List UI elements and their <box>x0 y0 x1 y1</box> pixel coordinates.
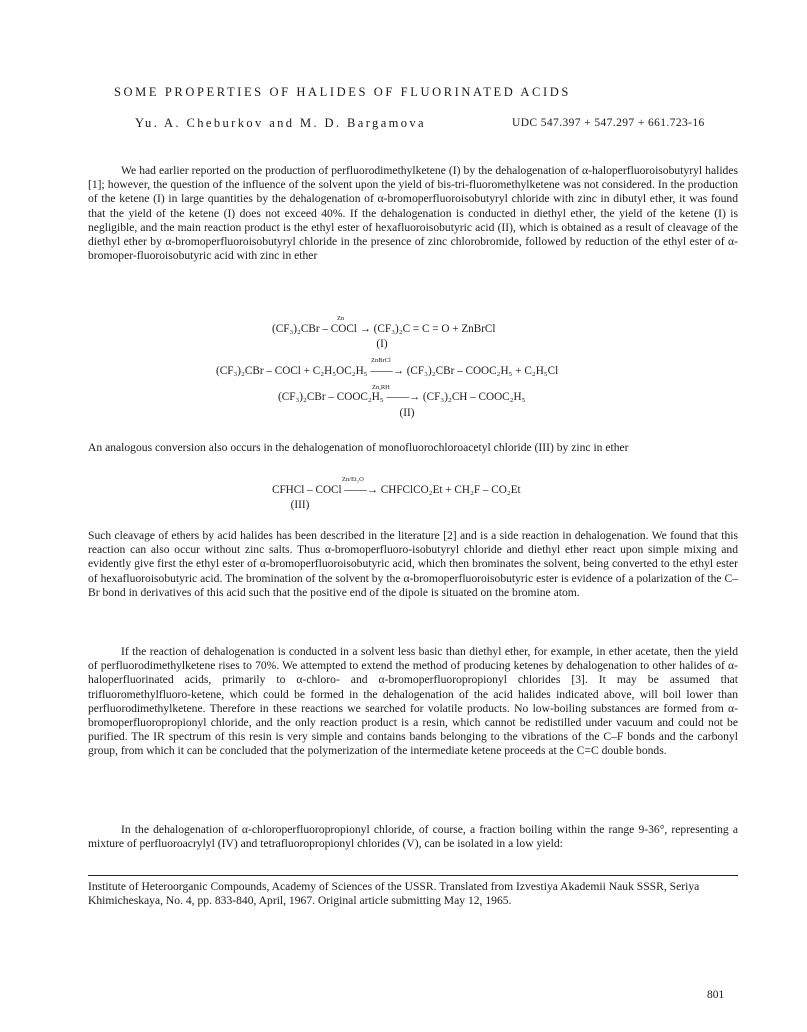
article-title: SOME PROPERTIES OF HALIDES OF FLUORINATED ACIDS <box>114 85 571 99</box>
paragraph-intro: We had earlier reported on the production of perfluorodimethylketene (I) by the dehalogenation of α-haloperfluoroisobutyryl halides [1]; however, the question of the influence of the solvent upon the yield of bis-tri-fluoromethylketene was not considered. In the production of the ketene (I) in large quantities by the dehalogenation of α-bromoperfluoroisobutyryl chloride with zinc in dibutyl ether, it was found that the yield of the ketene (I) does not exceed 40%. If the dehalogenation is conducted in diethyl ether, the yield of the ketene (I) is negligible, and the main reaction product is the ethyl ester of hexafluoroisobutyric acid (II), which is obtained as a result of cleavage of the diethyl ether by α-bromoperfluoroisobutyryl chloride in the presence of zinc chlorobromide, followed by reduction of the ethyl ester of α-bromoper-fluoroisobutyric acid with zinc in ether <box>88 164 738 263</box>
equation-1: (CF₃)₂CBr – COCl → (CF₃)₂C = C = O + ZnBrCl <box>272 323 496 335</box>
paragraph-cleavage: Such cleavage of ethers by acid halides has been described in the literature [2] and is a side reaction in dehalogenation. We found that this reaction can also occur without zinc salts. Thus α-bromoperfluoro-isobutyryl chloride and diethyl ether react upon simple mixing and evidently give first the ethyl ester of α-bromoperfluoroisobutyric acid, which then brominates the solvent, being converted to the ethyl ester of hexafluoroisobutyric acid. The bromination of the solvent by the α-bromoperfluoroisobutyric ester is evidence of a polarization of the C–Br bond in derivatives of this acid such that the positive end of the dipole is situated on the bromine atom. <box>88 529 738 599</box>
paragraph-solvent: If the reaction of dehalogenation is conducted in a solvent less basic than diethyl ether, for example, in ether acetate, then the yield of perfluorodimethylketene rises to 70%. We attempted to extend the method of producing ketenes by dehalogenation to other halides of α-haloperfluorinated acids, primarily to α-chloro- and α-bromoperfluoropropionyl chlorides [3]. It may be assumed that trifluoromethylfluoro-ketene, which could be formed in the dehalogenation of the acid halides indicated above, will boil lower than perfluorodimethylketene. Therefore in these reactions we searched for volatile products. No low-boiling substances are formed from α-bromoperfluoropropionyl chloride, and the only reaction product is a resin, which cannot be redistilled under vacuum and could not be purified. The IR spectrum of this resin is very simple and contains bands belonging to the vibrations of the C–F bonds and the carbonyl group, from which it can be concluded that the polymerization of the intermediate ketene proceeds at the C=C double bonds. <box>88 645 738 758</box>
equation-1-label: (I) <box>376 338 388 350</box>
footnote-divider <box>88 875 738 876</box>
equation-4-label: (III) <box>290 499 310 511</box>
equation-4: CFHCl – COCl ——→ CHFClCO₂Et + CH₂F – CO₂Et <box>272 484 521 496</box>
equation-3-label: (II) <box>399 407 415 419</box>
footnote: Institute of Heteroorganic Compounds, Academy of Sciences of the USSR. Translated from Izvestiya Akademii Nauk SSSR, Seriya Khimicheskaya, No. 4, pp. 833-840, April, 1967. Original article submitting May 12, 1965. <box>88 880 700 908</box>
paragraph-analogous: An analogous conversion also occurs in the dehalogenation of monofluorochloroacetyl chloride (III) by zinc in ether <box>88 441 629 454</box>
page-number: 801 <box>707 989 725 1001</box>
equation-3: (CF₃)₂CBr – COOC₂H₅ ——→ (CF₃)₂CH – COOC₂H₅ <box>278 391 526 403</box>
paragraph-chloro: In the dehalogenation of α-chloroperfluoropropionyl chloride, of course, a fraction boiling within the range 9-36°, representing a mixture of perfluoroacrylyl (IV) and tetrafluoropropionyl chlorides (V), can be isolated in a low yield: <box>88 823 738 851</box>
udc-code: UDC 547.397 + 547.297 + 661.723-16 <box>512 117 705 129</box>
equation-3-catalyst: Zn,RH <box>372 384 390 391</box>
equation-2: (CF₃)₂CBr – COCl + C₂H₅OC₂H₅ ——→ (CF₃)₂CBr – COOC₂H₅ + C₂H₅Cl <box>216 365 559 377</box>
equation-2-catalyst: ZnBrCl <box>371 357 391 364</box>
equation-1-catalyst: Zn <box>337 315 345 322</box>
article-authors: Yu. A. Cheburkov and M. D. Bargamova <box>135 116 427 130</box>
equation-4-catalyst: Zn/Et₂O <box>342 476 364 483</box>
